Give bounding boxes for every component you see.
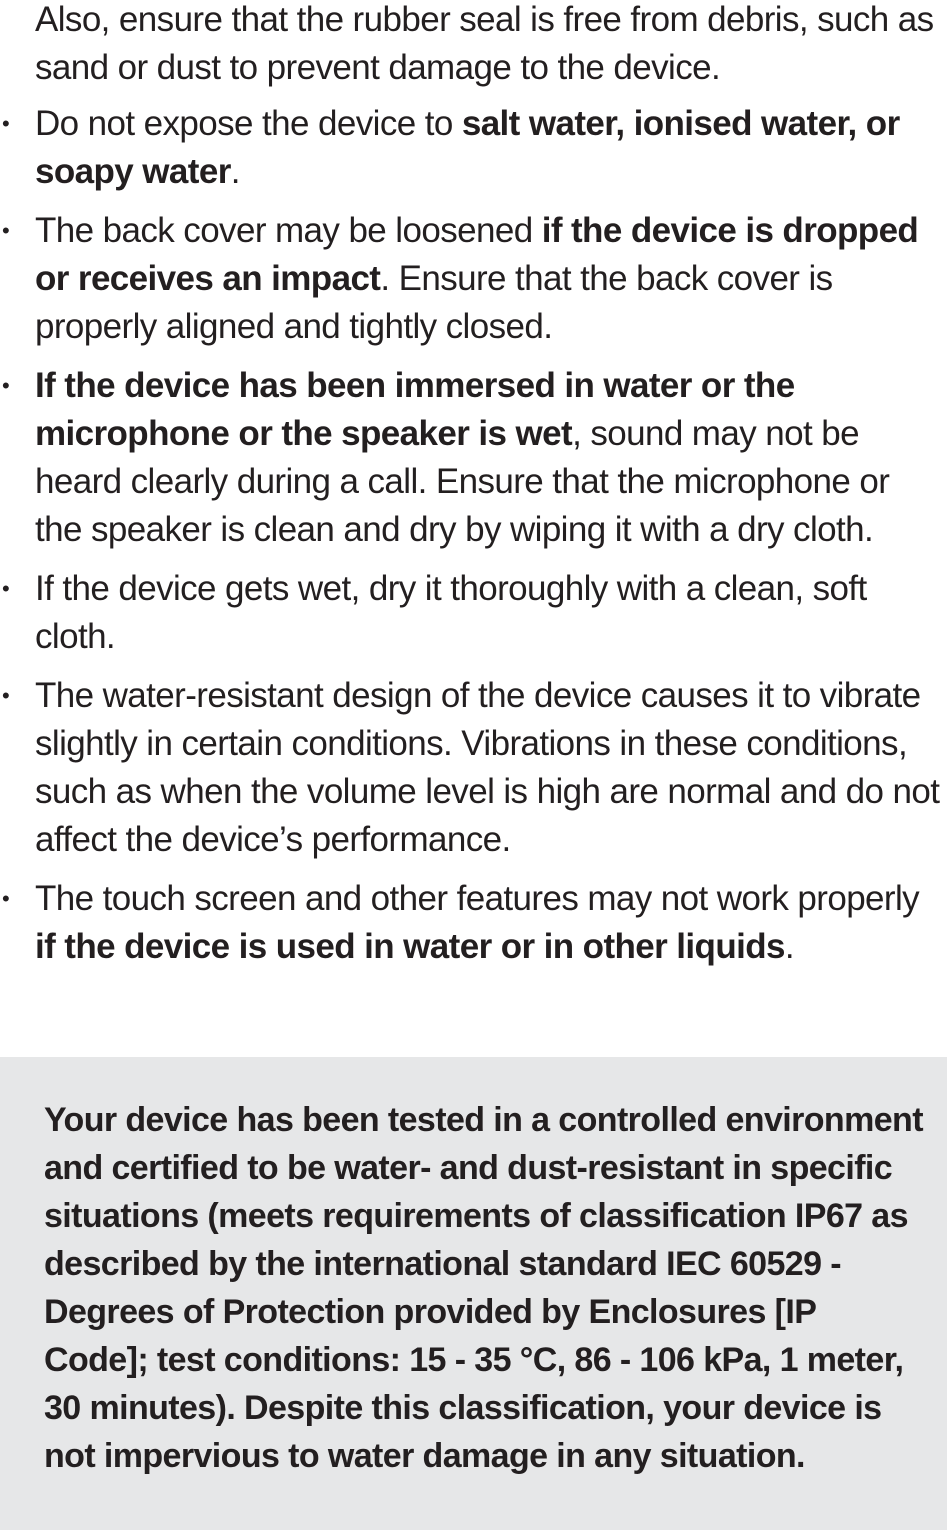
item-text: The touch screen and other features may not work properly [35, 879, 920, 918]
list-item [0, 100, 947, 196]
list-item [0, 362, 947, 554]
bullet-icon: • [2, 373, 10, 398]
item-text: Do not expose the device to [35, 104, 462, 143]
item-text: . [230, 152, 240, 191]
list-item [0, 565, 947, 661]
item-text: The water-resistant design of the device causes it to vibrate slightly in certain conditions. Vibrations in these conditions, such as when the volume level is high are normal and do not affect the device’s performance. [35, 676, 940, 859]
bullet-icon: • [2, 683, 10, 708]
note-box [0, 1057, 947, 1530]
item-emphasis: if the device is used in water or in other liquids [35, 927, 785, 966]
precautions-list [0, 100, 947, 982]
bullet-icon: • [2, 576, 10, 601]
item-emphasis: If the device has been immersed in water or the microphone or the speaker is wet [35, 366, 795, 453]
item-text: If the device gets wet, dry it thoroughly with a clean, soft cloth. [35, 569, 867, 656]
item-emphasis: if the device is dropped or receives an impact [35, 211, 919, 298]
intro-paragraph: Also, ensure that the rubber seal is free from debris, such as sand or dust to prevent damage to the device. [35, 0, 934, 87]
item-text: , sound may not be heard clearly during a call. Ensure that the microphone or the speaker is clean and dry by wiping it with a dry cloth. [35, 414, 890, 549]
list-item [0, 875, 947, 971]
item-text: . [784, 927, 795, 966]
note-text: Your device has been tested in a controlled environment and certified to be water- and dust-resistant in specific situations (meets requirements of classification IP67 as described by the international standard IEC 60529 - Degrees of Protection provided by Enclosures [IP Code]; test conditions: 15 - 35 °C, 86 - 106 kPa, 1 meter, 30 minutes). Despite this classification, your device is not impervious to water damage in any situation. [44, 1101, 923, 1475]
bullet-icon: • [2, 886, 10, 911]
item-emphasis: salt water, ionised water, or soapy water [35, 104, 900, 191]
list-item [0, 207, 947, 351]
item-text: The back cover may be loosened [35, 211, 542, 250]
list-item [0, 672, 947, 864]
item-text: . Ensure that the back cover is properly aligned and tightly closed. [35, 259, 833, 346]
bullet-icon: • [2, 218, 10, 243]
bullet-icon: • [2, 111, 10, 136]
